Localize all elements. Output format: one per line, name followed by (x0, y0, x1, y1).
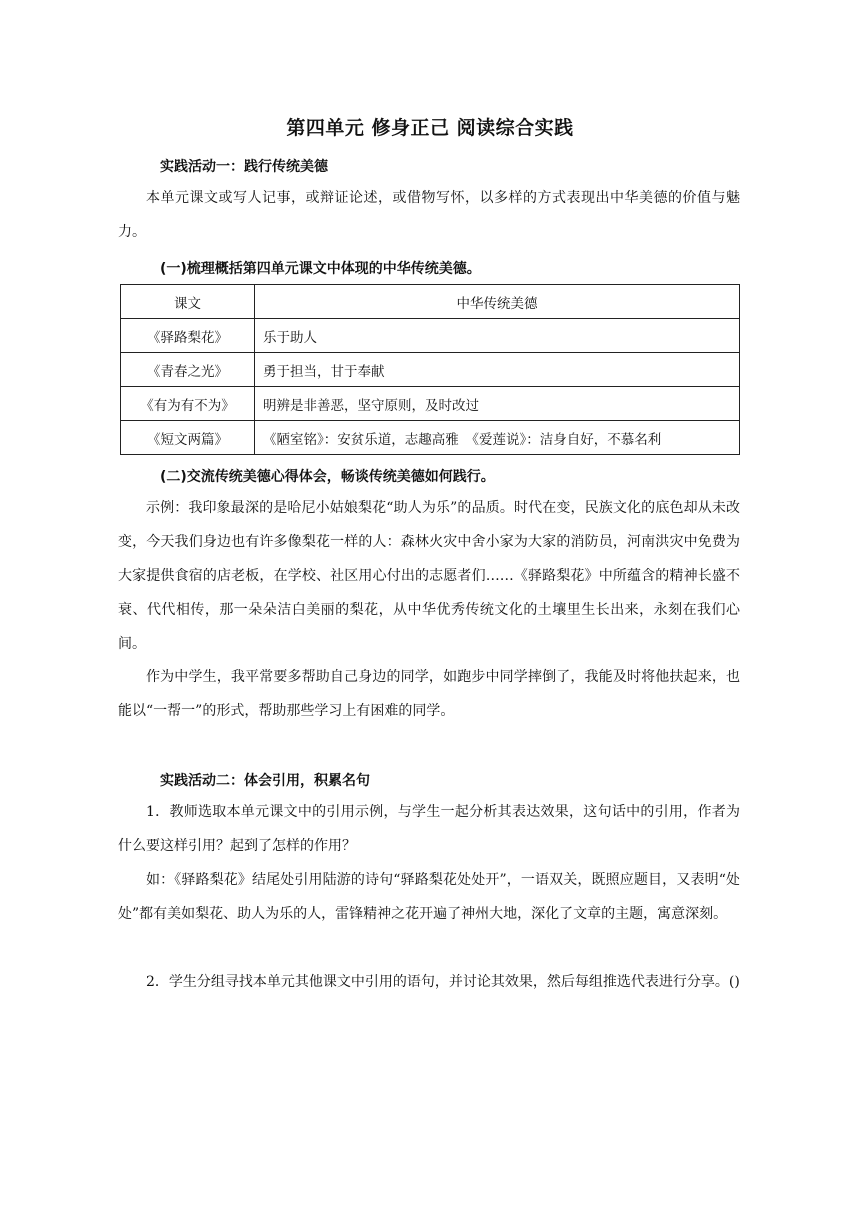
example-paragraph: 示例：我印象最深的是哈尼小姑娘梨花“助人为乐”的品质。时代在变，民族文化的底色却从未改变，今天我们身边也有许多像梨花一样的人：森林火灾中舍小家为大家的消防员，河南洪灾中免费为大家提供食宿的店老板，在学校、社区用心付出的志愿者们……《驿路梨花》中所蕴含的精神长盛不衰、代代相传，那一朵朵洁白美丽的梨花，从中华优秀传统文化的土壤里生长出来，永刻在我们心间。 (118, 500, 740, 652)
activity2-example: 如：《驿路梨花》结尾处引用陆游的诗句“驿路梨花处处开”，一语双关，既照应题目，又表明“处处”都有美如梨花、助人为乐的人，雷锋精神之花开遍了神州大地，深化了文章的主题，寓意深刻。 (118, 872, 740, 922)
table-header-virtue: 中华传统美德 (255, 285, 740, 319)
activity2-item2: 2．学生分组寻找本单元其他课文中引用的语句，并讨论其效果，然后每组推选代表进行分享。() (146, 974, 740, 990)
virtues-table (120, 284, 740, 455)
activity2-item1: 1．教师选取本单元课文中的引用示例，与学生一起分析其表达效果，这句话中的引用，作者为什么要这样引用？起到了怎样的作用？ (118, 804, 740, 854)
part2-heading: (二)交流传统美德心得体会，畅谈传统美德如何践行。 (160, 469, 495, 485)
table-row (121, 421, 740, 455)
table-row (121, 387, 740, 421)
table-cell-text: 《有为有不为》 (121, 387, 255, 421)
activity2-heading: 实践活动二：体会引用，积累名句 (160, 773, 370, 789)
table-row (121, 319, 740, 353)
activity1-intro: 本单元课文或写人记事，或辩证论述，或借物写怀，以多样的方式表现出中华美德的价值与魅力。 (118, 190, 740, 240)
table-cell-text: 《驿路梨花》 (121, 319, 255, 353)
activity1-heading: 实践活动一：践行传统美德 (160, 159, 328, 175)
practice-paragraph: 作为中学生，我平常要多帮助自己身边的同学，如跑步中同学摔倒了，我能及时将他扶起来，也能以“一帮一”的形式，帮助那些学习上有困难的同学。 (118, 669, 740, 719)
table-cell-virtue: 勇于担当，甘于奉献 (255, 353, 740, 387)
table-header-row (121, 285, 740, 319)
table-cell-text: 《短文两篇》 (121, 421, 255, 455)
table-header-text: 课文 (121, 285, 255, 319)
table-cell-text: 《青春之光》 (121, 353, 255, 387)
table-cell-virtue: 明辨是非善恶，坚守原则，及时改过 (255, 387, 740, 421)
table-cell-virtue: 乐于助人 (255, 319, 740, 353)
table-row (121, 353, 740, 387)
table-cell-virtue: 《陋室铭》：安贫乐道，志趣高雅 《爱莲说》：洁身自好，不慕名利 (255, 421, 740, 455)
page-title: 第四单元 修身正己 阅读综合实践 (286, 117, 574, 139)
part1-heading: (一)梳理概括第四单元课文中体现的中华传统美德。 (160, 261, 481, 277)
